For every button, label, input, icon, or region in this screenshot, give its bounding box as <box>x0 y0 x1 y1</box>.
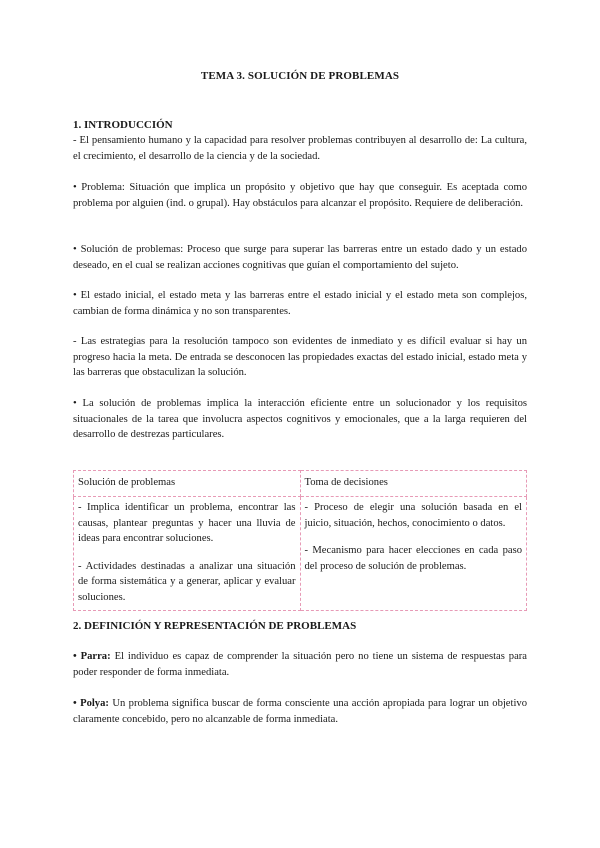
table-cell-toma <box>300 497 527 611</box>
estado-paragraph: • El estado inicial, el estado meta y las barreras entre el estado inicial y el estado meta son complejos, cambian de forma dinámica y no son transparentes. <box>73 290 527 317</box>
author-term: • Polya: <box>73 698 109 709</box>
table-item: - Implica identificar un problema, encontrar las causas, plantear preguntas y hacer una lluvia de ideas para encontrar soluciones. <box>78 502 296 545</box>
table-item: - Mecanismo para hacer elecciones en cada paso del proceso de solución de problemas. <box>304 545 522 572</box>
comparison-table <box>73 470 527 611</box>
problema-definition: • Problema: Situación que implica un propósito y objetivo que hay que conseguir. Es aceptada como problema por alguien (ind. o grupal). Hay obstáculos para alcanzar el propósito. Requiere de deliberación. <box>73 182 527 209</box>
interaccion-paragraph: • La solución de problemas implica la interacción eficiente entre un solucionador y los requisitos situacionales de la tarea que involucra aspectos cognitivos y emocionales, que a la larga requieren del desarrollo de destrezas particulares. <box>73 398 527 441</box>
definition-text: El individuo es capaz de comprender la situación pero no tiene un sistema de respuestas para poder responder de forma inmediata. <box>73 651 528 678</box>
table-item: - Proceso de elegir una solución basada en el juicio, situación, hechos, conocimiento o datos. <box>304 502 522 529</box>
table-cell-solucion <box>74 497 301 611</box>
table-item: - Actividades destinadas a analizar una situación de forma sistemática y a generar, aplicar y evaluar soluciones. <box>78 560 296 603</box>
table-header-toma: Toma de decisiones <box>300 471 527 497</box>
definition-parra <box>73 649 527 680</box>
definition-text: Un problema significa buscar de forma consciente una acción apropiada para lograr un objetivo claramente concebido, pero no alcanzable de forma inmediata. <box>73 698 527 725</box>
estrategias-paragraph: - Las estrategias para la resolución tampoco son evidentes de inmediato y es difícil evaluar si hay un progreso hacia la meta. De entrada se desconocen las propiedades exactas del estado inicial, estado meta y las barreras que obstaculizan la solución. <box>73 336 527 379</box>
document-title: TEMA 3. SOLUCIÓN DE PROBLEMAS <box>200 70 400 82</box>
author-term: • Parra: <box>73 651 111 662</box>
solucion-definition: • Solución de problemas: Proceso que surge para superar las barreras entre un estado dado y un estado deseado, en el cual se realizan acciones cognitivas que guían el comportamiento del sujeto. <box>73 244 527 271</box>
intro-paragraph: - El pensamiento humano y la capacidad para resolver problemas contribuyen al desarrollo de: La cultura, el crecimiento, el desarrollo de la ciencia y de la sociedad. <box>73 135 527 162</box>
section-heading-introduccion: 1. INTRODUCCIÓN <box>73 119 173 131</box>
table-header-solucion: Solución de problemas <box>74 471 301 497</box>
definition-polya <box>73 696 527 727</box>
section-heading-definicion: 2. DEFINICIÓN Y REPRESENTACIÓN DE PROBLEMAS <box>73 620 357 632</box>
